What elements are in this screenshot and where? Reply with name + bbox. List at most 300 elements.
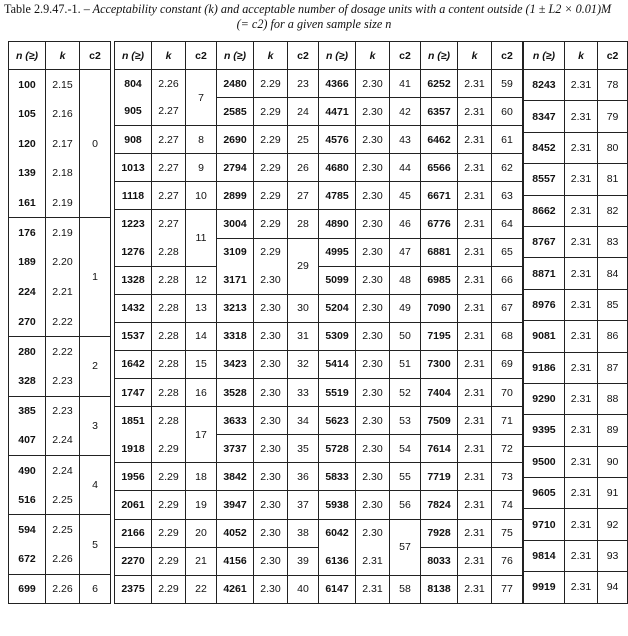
cell-c2: 64 [492, 210, 523, 238]
table-row [421, 575, 523, 603]
table-row [115, 491, 217, 519]
cell-c2: 5 [80, 515, 111, 574]
table-block-6 [523, 41, 628, 604]
cell-n: 4995 [319, 238, 356, 266]
cell-k: 2.31 [458, 379, 492, 407]
table-row [524, 258, 628, 289]
cell-c2: 90 [598, 446, 628, 477]
header-row [319, 42, 421, 70]
table-row [319, 575, 421, 603]
cell-n: 1432 [115, 294, 152, 322]
table-block-3 [216, 41, 319, 604]
cell-n: 5728 [319, 435, 356, 463]
cell-n: 2061 [115, 491, 152, 519]
cell-k: 2.29 [254, 182, 288, 210]
cell-k: 2.28 [152, 322, 186, 350]
cell-k: 2.28 [152, 407, 186, 435]
cell-n: 7090 [421, 294, 458, 322]
cell-n: 7404 [421, 379, 458, 407]
table-row [524, 70, 628, 101]
cell-n: 8452 [524, 132, 565, 163]
cell-c2: 33 [288, 379, 319, 407]
table-row [319, 350, 421, 378]
table-row [319, 435, 421, 463]
cell-k: 2.30 [356, 266, 390, 294]
cell-c2: 32 [288, 350, 319, 378]
cell-c2: 57 [390, 519, 421, 575]
cell-k: 2.29 [254, 70, 288, 98]
table-row [319, 70, 421, 98]
table-row [115, 182, 217, 210]
cell-c2: 63 [492, 182, 523, 210]
cell-c2: 34 [288, 407, 319, 435]
cell-k: 2.22 [46, 307, 80, 337]
cell-n: 4052 [217, 519, 254, 547]
cell-c2: 76 [492, 547, 523, 575]
cell-n: 3528 [217, 379, 254, 407]
cell-n: 3318 [217, 322, 254, 350]
cell-n: 161 [9, 188, 46, 218]
cell-c2: 22 [186, 575, 217, 603]
cell-k: 2.31 [564, 70, 597, 101]
cell-k: 2.27 [152, 210, 186, 238]
cell-n: 594 [9, 515, 46, 545]
table-row [115, 154, 217, 182]
cell-k: 2.29 [152, 491, 186, 519]
cell-n: 176 [9, 218, 46, 248]
cell-n: 1223 [115, 210, 152, 238]
cell-n: 3737 [217, 435, 254, 463]
table-row [421, 379, 523, 407]
cell-k: 2.31 [458, 519, 492, 547]
cell-n: 699 [9, 574, 46, 604]
cell-c2: 46 [390, 210, 421, 238]
table-row [319, 98, 421, 126]
cell-n: 270 [9, 307, 46, 337]
table-row [524, 321, 628, 352]
cell-k: 2.31 [564, 383, 597, 414]
table-row [421, 519, 523, 547]
cell-n: 6776 [421, 210, 458, 238]
cell-n: 4156 [217, 547, 254, 575]
cell-k: 2.15 [46, 70, 80, 100]
cell-n: 3213 [217, 294, 254, 322]
cell-k: 2.30 [356, 98, 390, 126]
cell-c2: 42 [390, 98, 421, 126]
cell-c2: 91 [598, 478, 628, 509]
header-c2: c2 [492, 42, 523, 70]
cell-c2: 79 [598, 101, 628, 132]
header-n: n (≥) [217, 42, 254, 70]
table-row [421, 126, 523, 154]
cell-k: 2.28 [152, 350, 186, 378]
cell-k: 2.30 [254, 407, 288, 435]
header-row [421, 42, 523, 70]
table-row [319, 519, 421, 547]
cell-n: 2166 [115, 519, 152, 547]
cell-k: 2.30 [254, 350, 288, 378]
cell-n: 6566 [421, 154, 458, 182]
cell-c2: 62 [492, 154, 523, 182]
table-row [217, 491, 319, 519]
cell-c2: 16 [186, 379, 217, 407]
table-row [217, 98, 319, 126]
cell-c2: 82 [598, 195, 628, 226]
cell-n: 7300 [421, 350, 458, 378]
cell-k: 2.30 [356, 350, 390, 378]
cell-n: 908 [115, 126, 152, 154]
cell-k: 2.31 [564, 572, 597, 603]
cell-c2: 65 [492, 238, 523, 266]
table-row [217, 182, 319, 210]
cell-n: 100 [9, 70, 46, 100]
cell-k: 2.30 [254, 266, 288, 294]
cell-n: 6462 [421, 126, 458, 154]
table-row [217, 575, 319, 603]
cell-k: 2.30 [356, 154, 390, 182]
cell-c2: 30 [288, 294, 319, 322]
table-row [9, 218, 111, 248]
cell-k: 2.31 [458, 491, 492, 519]
table-row [524, 446, 628, 477]
cell-n: 9081 [524, 321, 565, 352]
table-row [9, 515, 111, 545]
cell-n: 189 [9, 248, 46, 278]
cell-n: 6357 [421, 98, 458, 126]
cell-n: 4261 [217, 575, 254, 603]
cell-c2: 10 [186, 182, 217, 210]
cell-n: 8347 [524, 101, 565, 132]
cell-c2: 83 [598, 226, 628, 257]
table-row [524, 572, 628, 603]
cell-n: 9814 [524, 540, 565, 571]
cell-n: 1642 [115, 350, 152, 378]
caption-line-1: – Acceptability constant (k) and acceptable number of dosage units with a content outside (1 ± L2 × 0.01)M [83, 2, 612, 16]
table-row [421, 350, 523, 378]
cell-k: 2.30 [356, 322, 390, 350]
cell-c2: 87 [598, 352, 628, 383]
header-k: k [152, 42, 186, 70]
cell-k: 2.29 [152, 463, 186, 491]
table-row [421, 266, 523, 294]
table-row [421, 210, 523, 238]
table-row [217, 379, 319, 407]
cell-n: 3171 [217, 266, 254, 294]
cell-n: 5833 [319, 463, 356, 491]
header-c2: c2 [288, 42, 319, 70]
table-row [421, 294, 523, 322]
cell-c2: 21 [186, 547, 217, 575]
table-row [319, 379, 421, 407]
cell-n: 7509 [421, 407, 458, 435]
table-row [9, 574, 111, 604]
cell-n: 224 [9, 277, 46, 307]
cell-k: 2.30 [356, 407, 390, 435]
cell-n: 9186 [524, 352, 565, 383]
table-row [9, 455, 111, 485]
table-row [319, 463, 421, 491]
header-n: n (≥) [421, 42, 458, 70]
cell-k: 2.18 [46, 159, 80, 189]
cell-n: 3947 [217, 491, 254, 519]
cell-n: 2270 [115, 547, 152, 575]
cell-n: 5623 [319, 407, 356, 435]
cell-k: 2.30 [254, 294, 288, 322]
cell-c2: 49 [390, 294, 421, 322]
cell-c2: 23 [288, 70, 319, 98]
cell-n: 139 [9, 159, 46, 189]
cell-c2: 77 [492, 575, 523, 603]
cell-k: 2.30 [356, 294, 390, 322]
header-n: n (≥) [9, 42, 46, 70]
cell-k: 2.21 [46, 277, 80, 307]
cell-n: 9710 [524, 509, 565, 540]
header-n: n (≥) [524, 42, 565, 70]
cell-k: 2.31 [564, 195, 597, 226]
table-row [319, 322, 421, 350]
cell-k: 2.31 [564, 258, 597, 289]
table-row [524, 289, 628, 320]
cell-n: 905 [115, 98, 152, 126]
cell-k: 2.31 [356, 547, 390, 575]
cell-c2: 1 [80, 218, 111, 337]
cell-n: 4890 [319, 210, 356, 238]
cell-k: 2.30 [356, 210, 390, 238]
cell-c2: 84 [598, 258, 628, 289]
cell-c2: 80 [598, 132, 628, 163]
table-row [524, 478, 628, 509]
cell-n: 5519 [319, 379, 356, 407]
cell-n: 280 [9, 337, 46, 367]
cell-k: 2.31 [458, 547, 492, 575]
cell-n: 9290 [524, 383, 565, 414]
table-block-1 [8, 41, 111, 604]
cell-n: 5414 [319, 350, 356, 378]
cell-k: 2.29 [254, 238, 288, 266]
cell-c2: 39 [288, 547, 319, 575]
cell-c2: 8 [186, 126, 217, 154]
cell-n: 105 [9, 99, 46, 129]
cell-c2: 66 [492, 266, 523, 294]
cell-c2: 15 [186, 350, 217, 378]
cell-k: 2.31 [458, 70, 492, 98]
table-row [319, 491, 421, 519]
cell-k: 2.30 [254, 379, 288, 407]
cell-n: 6136 [319, 547, 356, 575]
cell-n: 8767 [524, 226, 565, 257]
cell-k: 2.31 [458, 294, 492, 322]
table-row [421, 238, 523, 266]
cell-n: 490 [9, 455, 46, 485]
cell-c2: 20 [186, 519, 217, 547]
cell-n: 8138 [421, 575, 458, 603]
cell-n: 5099 [319, 266, 356, 294]
cell-c2: 24 [288, 98, 319, 126]
cell-k: 2.30 [254, 519, 288, 547]
cell-c2: 25 [288, 126, 319, 154]
cell-c2: 93 [598, 540, 628, 571]
cell-n: 4576 [319, 126, 356, 154]
cell-n: 2480 [217, 70, 254, 98]
cell-c2: 6 [80, 574, 111, 604]
cell-k: 2.29 [152, 547, 186, 575]
table-block-5 [420, 41, 523, 604]
header-c2: c2 [80, 42, 111, 70]
table-row [421, 463, 523, 491]
cell-c2: 54 [390, 435, 421, 463]
header-k: k [564, 42, 597, 70]
table-row [115, 210, 217, 238]
cell-k: 2.31 [564, 164, 597, 195]
table-row [524, 226, 628, 257]
table-row [524, 415, 628, 446]
cell-c2: 45 [390, 182, 421, 210]
table-row [319, 126, 421, 154]
cell-c2: 94 [598, 572, 628, 603]
cell-k: 2.30 [254, 463, 288, 491]
cell-c2: 9 [186, 154, 217, 182]
table-row [217, 154, 319, 182]
table-row [319, 266, 421, 294]
table-row [319, 154, 421, 182]
cell-n: 7824 [421, 491, 458, 519]
cell-k: 2.31 [564, 289, 597, 320]
cell-k: 2.17 [46, 129, 80, 159]
table-row [524, 509, 628, 540]
cell-k: 2.31 [564, 226, 597, 257]
cell-k: 2.16 [46, 99, 80, 129]
cell-n: 7719 [421, 463, 458, 491]
table-row [9, 337, 111, 367]
cell-k: 2.24 [46, 455, 80, 485]
cell-k: 2.29 [152, 435, 186, 463]
cell-n: 120 [9, 129, 46, 159]
cell-c2: 69 [492, 350, 523, 378]
cell-c2: 12 [186, 266, 217, 294]
cell-n: 4680 [319, 154, 356, 182]
cell-c2: 60 [492, 98, 523, 126]
cell-k: 2.31 [458, 126, 492, 154]
cell-k: 2.31 [356, 575, 390, 603]
cell-k: 2.31 [564, 509, 597, 540]
table-row [115, 70, 217, 98]
cell-k: 2.31 [458, 154, 492, 182]
cell-n: 3633 [217, 407, 254, 435]
cell-c2: 85 [598, 289, 628, 320]
table-block-4 [318, 41, 421, 604]
cell-k: 2.31 [458, 463, 492, 491]
cell-k: 2.29 [254, 154, 288, 182]
cell-n: 2794 [217, 154, 254, 182]
header-n: n (≥) [115, 42, 152, 70]
cell-k: 2.23 [46, 366, 80, 396]
cell-c2: 17 [186, 407, 217, 463]
cell-n: 1956 [115, 463, 152, 491]
cell-n: 804 [115, 70, 152, 98]
cell-k: 2.30 [254, 491, 288, 519]
cell-k: 2.29 [254, 126, 288, 154]
cell-n: 2899 [217, 182, 254, 210]
cell-k: 2.29 [254, 210, 288, 238]
table-row [115, 519, 217, 547]
cell-c2: 27 [288, 182, 319, 210]
cell-k: 2.30 [356, 435, 390, 463]
cell-c2: 43 [390, 126, 421, 154]
cell-k: 2.26 [46, 545, 80, 575]
cell-k: 2.30 [254, 575, 288, 603]
cell-c2: 41 [390, 70, 421, 98]
cell-k: 2.30 [356, 379, 390, 407]
cell-k: 2.31 [458, 435, 492, 463]
cell-n: 4785 [319, 182, 356, 210]
cell-c2: 73 [492, 463, 523, 491]
cell-k: 2.26 [46, 574, 80, 604]
table-row [524, 352, 628, 383]
header-row [9, 42, 111, 70]
caption-line-2: (= c2) for a given sample size n [236, 17, 392, 31]
table-row [217, 407, 319, 435]
cell-c2: 38 [288, 519, 319, 547]
cell-k: 2.28 [152, 379, 186, 407]
cell-n: 4471 [319, 98, 356, 126]
table-row [421, 322, 523, 350]
cell-k: 2.31 [564, 321, 597, 352]
cell-k: 2.31 [564, 478, 597, 509]
cell-n: 6042 [319, 519, 356, 547]
table-row [524, 383, 628, 414]
cell-n: 8243 [524, 70, 565, 101]
cell-c2: 7 [186, 70, 217, 126]
cell-n: 7614 [421, 435, 458, 463]
cell-k: 2.31 [564, 132, 597, 163]
cell-c2: 29 [288, 238, 319, 294]
cell-k: 2.22 [46, 337, 80, 367]
header-c2: c2 [598, 42, 628, 70]
cell-c2: 70 [492, 379, 523, 407]
cell-n: 7928 [421, 519, 458, 547]
cell-n: 5309 [319, 322, 356, 350]
cell-c2: 36 [288, 463, 319, 491]
table-row [115, 126, 217, 154]
cell-k: 2.30 [356, 70, 390, 98]
table-row [115, 379, 217, 407]
cell-c2: 88 [598, 383, 628, 414]
cell-n: 1276 [115, 238, 152, 266]
table-row [421, 547, 523, 575]
cell-k: 2.31 [458, 407, 492, 435]
table-row [421, 407, 523, 435]
cell-k: 2.31 [458, 266, 492, 294]
cell-c2: 44 [390, 154, 421, 182]
cell-n: 3423 [217, 350, 254, 378]
cell-c2: 31 [288, 322, 319, 350]
cell-k: 2.31 [458, 350, 492, 378]
cell-k: 2.31 [458, 98, 492, 126]
cell-c2: 28 [288, 210, 319, 238]
cell-k: 2.23 [46, 396, 80, 426]
cell-c2: 2 [80, 337, 111, 396]
table-row [217, 519, 319, 547]
header-k: k [356, 42, 390, 70]
table-row [115, 407, 217, 435]
header-k: k [254, 42, 288, 70]
cell-k: 2.30 [356, 182, 390, 210]
cell-n: 3109 [217, 238, 254, 266]
cell-n: 5938 [319, 491, 356, 519]
cell-c2: 75 [492, 519, 523, 547]
cell-c2: 4 [80, 455, 111, 514]
cell-n: 385 [9, 396, 46, 426]
